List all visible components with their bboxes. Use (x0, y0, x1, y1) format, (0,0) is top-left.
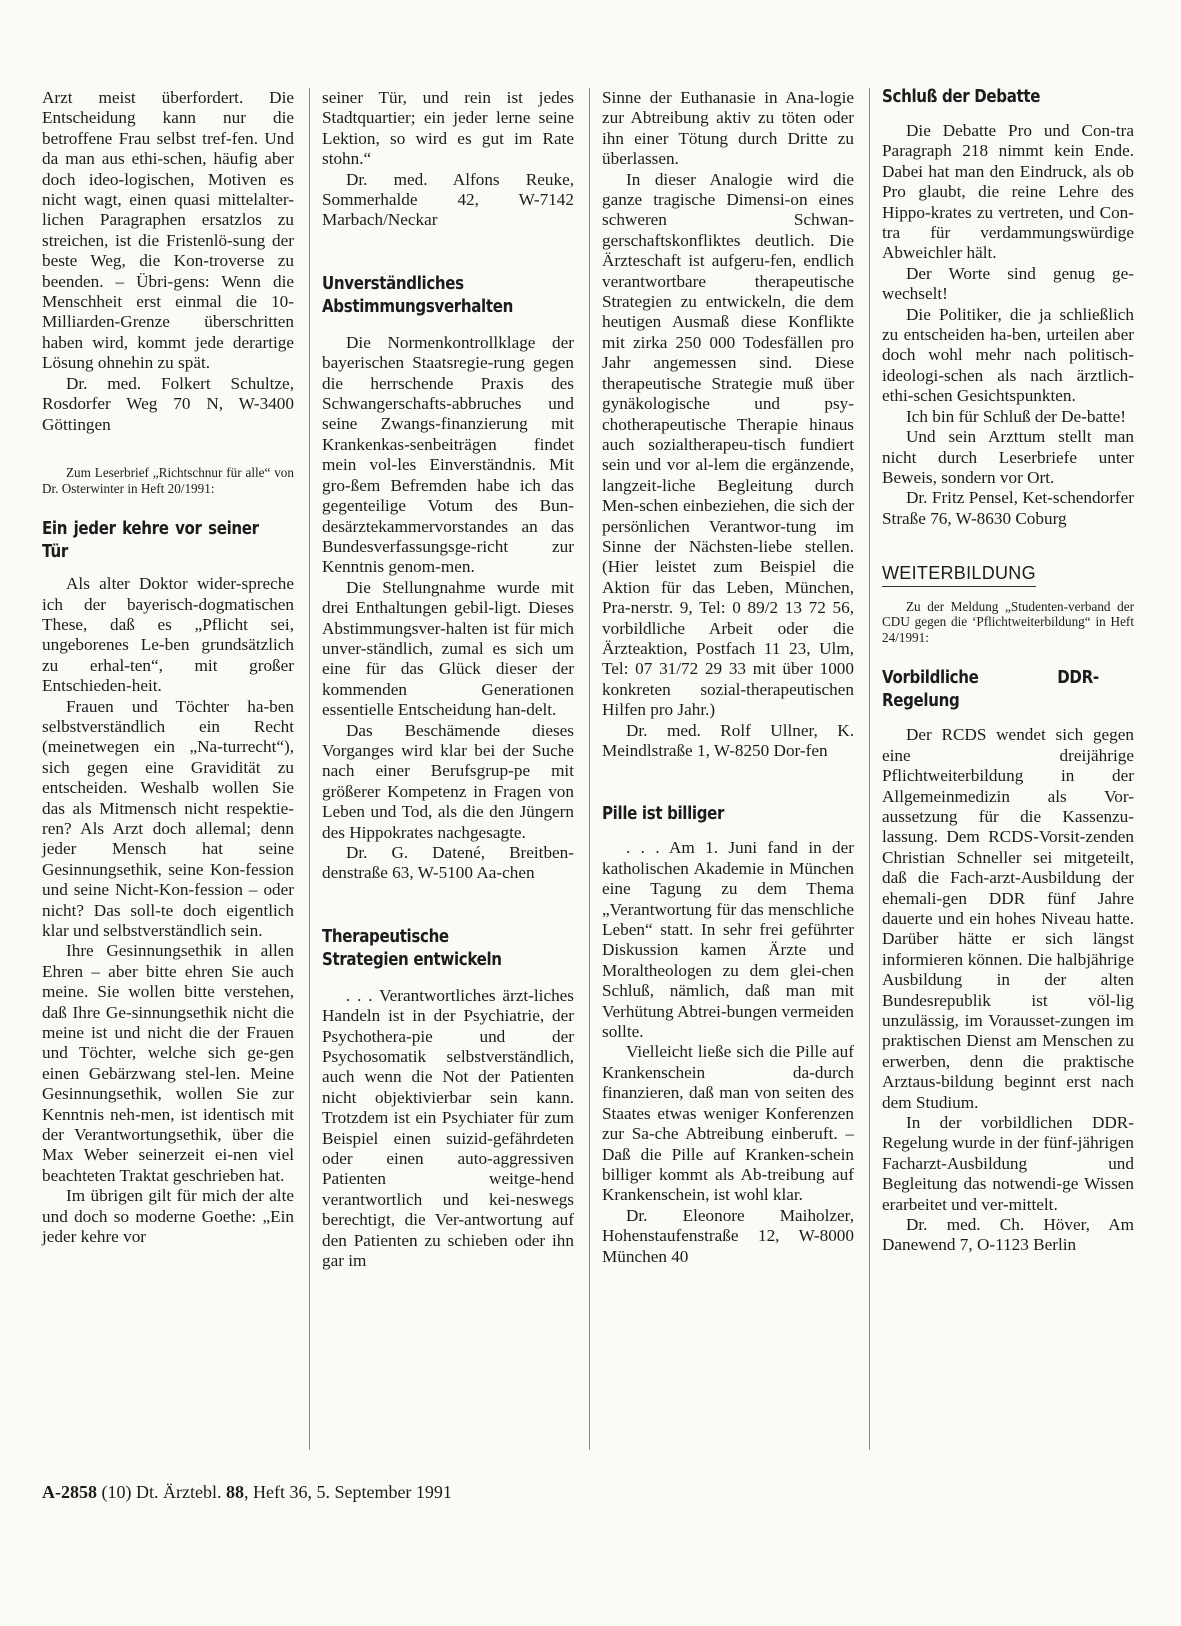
letter-heading: Therapeutische Strategien entwickeln (322, 926, 502, 970)
letter-signature: Dr. Eleonore Maiholzer, Hohenstaufenstraße 12, W-8000 München 40 (602, 1205, 854, 1266)
column-rule (869, 88, 870, 1450)
letter-signature: Dr. med. Folkert Schultze, Rosdorfer Weg 70 N, W-3400 Göttingen (42, 373, 294, 434)
column-4 (882, 88, 1134, 1256)
column-1 (42, 88, 294, 1248)
letter-paragraph: . . . Verantwortliches ärzt-liches Handeln ist in der Psychiatrie, der Psychothera-pie und der Psychosomatik selbstverständlich, auch wenn die Not der Patienten nicht objektivierbar sein kann. Trotzdem ist ein Psychiater für zum Beispiel einen suizid-gefährdeten oder einen auto-aggressiven Patienten weitge-hend verantwortlich und kei-neswegs berechtigt, die Ver-antwortung auf den Patienten zu schieben oder ihn gar im (322, 985, 574, 1271)
letter-reference-note: Zum Leserbrief „Richtschnur für alle“ von Dr. Osterwinter in Heft 20/1991: (42, 464, 294, 496)
column-3 (602, 88, 854, 1267)
letter-signature: Dr. Fritz Pensel, Ket-schendorfer Straße 76, W-8630 Coburg (882, 488, 1134, 528)
letter-paragraph: . . . Am 1. Juni fand in der katholischen Akademie in München eine Tagung zu dem Thema „Verantwortung für das menschliche Leben“ statt. In sehr frei geführter Diskussion kamen Ärzte und Moraltheologen zu dem glei-chen Schluß, nämlich, daß man mit Verhütung Abtrei-bungen vermeiden sollte. (602, 838, 855, 1042)
letter-heading: Schluß der Debatte (882, 87, 1041, 107)
letter-heading: Pille ist billiger (602, 804, 725, 825)
letter-paragraph: Die Stellungnahme wurde mit drei Enthaltungen gebil-ligt. Dieses Abstimmungsver-halten ist für mich unver-ständlich, zumal es sich um eine für das Glück dieser der kommenden Generationen essentielle Entscheidung han-delt. (322, 577, 574, 720)
letter-paragraph: In dieser Analogie wird die ganze tragische Dimensi-on eines schweren Schwan-gerschaftskonfliktes deutlich. Die Ärzteschaft ist aufgeru-fen, endlich verantwortbare therapeutische Strategien zu entwickeln, die dem heutigen Ausmaß diese Konflikte mit zirka 250 000 Todesfällen pro Jahr angemessen sind. Diese therapeutische Strategie muß über gynäkologische und psy-chotherapeutische Therapie hinaus auch sozialtherapeu-tisch fundiert sein und vor al-lem die ergänzende, langzeit-liche Begleitung durch Men-schen einbeziehen, die sich der persönlichen Verantwor-tung im Sinne der Nächsten-liebe stellen. (Hier leistet zum Beispiel die Aktion für das Leben, München, Pra-nerstr. 9, Tel: 0 89/2 13 72 56, vorbildliche Arbeit oder die Ärzteaktion, Postfach 11 23, Ulm, Tel: 07 31/72 29 33 mit über 1000 konkreten sozial-therapeutischen Hilfen pro Jahr.) (602, 169, 854, 720)
journal-volume: 88 (225, 1482, 244, 1502)
letter-paragraph: Das Beschämende dieses Vorganges wird klar bei der Suche nach einer Berufsgrup-pe mit größerer Kompetenz in Fragen von Leben und Tod, als die den Jüngern des Hippokrates nachgesagte. (322, 720, 574, 842)
letter-paragraph: Die Debatte Pro und Con-tra Paragraph 218 nimmt kein Ende. Dabei hat man den Eindruck, als ob Pro glaubt, die reine Lehre des Hippo-krates zu vertreten, und Con-tra für verdammungswürdige Abweichler hält. (882, 121, 1134, 263)
letter-paragraph: Als alter Doktor wider-spreche ich der bayerisch-dogmatischen These, daß es „Pflicht sei, ungeborenes Le-ben grundsätzlich zu erhal-ten“, mit großer Entschieden-heit. (42, 574, 294, 696)
letter-paragraph: seiner Tür, und rein ist jedes Stadtquartier; ein jeder lerne seine Lektion, so wird es gut im Rate stohn.“ (322, 88, 574, 169)
journal-name: (10) Dt. Ärztebl. (101, 1482, 222, 1502)
letter-signature: Dr. G. Datené, Breitben-denstraße 63, W-5100 Aa-chen (322, 843, 574, 883)
letter-paragraph: Der RCDS wendet sich gegen eine dreijährige Pflichtweiterbildung in der Allgemeinmedizin als Vor-aussetzung für die Kassenzu-lassung. Dem RCDS-Vorsit-zenden Christian Schneller sei mitgeteilt, daß die Fach-arzt-Ausbildung der ehemali-gen DDR fünf Jahre dauerte und ein hohes Niveau hatte. Darüber hätte er sich längst informieren können. Die halbjährige Ausbildung in der alten Bundesrepublik ist völ-lig unzulässig, im Vorausset-zungen im praktischen Dienst am Menschen zu erwerben, denn die praktische Arztaus-bildung beginnt erst nach dem Studium. (882, 725, 1134, 1112)
letter-paragraph: Ich bin für Schluß der De-batte! (906, 406, 1127, 426)
letter-reference-note: Zu der Meldung „Studenten-verband der CDU gegen die ‘Pflichtweiterbildung“ in Heft 24/1991: (882, 598, 1134, 645)
letter-signature: Dr. med. Ch. Höver, Am Danewend 7, O-1123 Berlin (882, 1215, 1134, 1255)
letter-paragraph: Arzt meist überfordert. Die Entscheidung kann nur die betroffene Frau selbst tref-fen. Und da man aus ethi-schen, häufig aber doch ideo-logischen, Motiven es nicht wagt, einen quasi mittelalter-lichen Paragraphen ersatzlos zu streichen, ist die Fristenlö-sung der beste Weg, die Kon-troverse zu beenden. – Übri-gens: Wenn die Menschheit erst einmal die 10-Milliarden-Grenze überschritten haben wird, kommt jede derartige Lösung ohnehin zu spät. (42, 88, 294, 373)
column-rule (309, 88, 310, 1450)
letter-paragraph: Sinne der Euthanasie in Ana-logie zur Abtreibung aktiv zu töten oder ihn einer Tötung durch Dritte zu überlassen. (602, 88, 854, 169)
letter-heading: Vorbildliche DDR-Regelung (882, 668, 1099, 712)
issue-date: , Heft 36, 5. September 1991 (243, 1482, 452, 1502)
section-heading: WEITERBILDUNG (882, 563, 1036, 586)
letter-paragraph: Ihre Gesinnungsethik in allen Ehren – aber bitte ehren Sie auch meine. Sie wollen bitte verstehen, daß Ihre Ge-sinnungsethik nicht die meine ist und nicht die der Frauen und Töchter, welche sich ge-gen einen Gebärzwang stel-len. Meine Gesinnungsethik, wollen Sie zur Kenntnis neh-men, ist identisch mit der Verantwortungsethik, über die Max Weber seinerzeit ei-nen viel beachteten Traktat geschrieben hat. (42, 941, 294, 1185)
page-number: A-2858 (42, 1482, 97, 1502)
column-rule (589, 88, 590, 1450)
letter-paragraph: Frauen und Töchter ha-ben selbstverständlich ein Recht (meinetwegen ein „Na-turrecht“), sich gegen eine Gravidität zu entscheiden. Weshalb wollen Sie das als Mitmensch nicht respektie-ren? Als Arzt doch allemal; denn jeder Mensch hat seine Gesinnungsethik, seine Kon-fession und seine Nicht-Kon-fession – oder nicht? Das soll-te doch eigentlich klar und selbstverständlich sein. (42, 696, 294, 940)
letter-paragraph: Vielleicht ließe sich die Pille auf Krankenschein da-durch finanzieren, daß man von seiten des Staates etwas weniger Konferenzen zur Sa-che Abtreibung einberuft. – Daß die Pille auf Kranken-schein billiger kommt als Ab-treibung auf Krankenschein, ist wohl klar. (602, 1042, 854, 1205)
letter-paragraph: Die Politiker, die ja schließlich zu entscheiden ha-ben, urteilen aber doch wohl mehr nach politisch-ideologi-schen als nach ärztlich-ethi-schen Gesichtspunkten. (882, 304, 1134, 406)
letter-paragraph: Im übrigen gilt für mich der alte und doch so moderne Goethe: „Ein jeder kehre vor (42, 1186, 294, 1247)
letter-paragraph: Die Normenkontrollklage der bayerischen Staatsregie-rung gegen die herrschende Praxis des Schwangerschafts-abbruches und seine Zwangs-finanzierung mit Krankenkas-senbeiträgen findet mein vol-les Einverständnis. Mit gro-ßem Befremden habe ich das gegenteilige Votum des Bun-desärztekammervorstandes an das Bundesverfassungsge-richt zur Kenntnis genom-men. (322, 332, 574, 577)
letter-heading: Unverständliches Abstimmungsverhalten (322, 273, 513, 317)
letter-signature: Dr. med. Rolf Ullner, K. Meindlstraße 1, W-8250 Dor-fen (602, 720, 854, 760)
letter-paragraph: In der vorbildlichen DDR-Regelung wurde in der fünf-jährigen Facharzt-Ausbildung und Begleitung das notwendi-ge Wissen erarbeitet und ver-mittelt. (882, 1113, 1134, 1214)
letter-heading: Ein jeder kehre vor seiner Tür (42, 519, 259, 563)
letter-paragraph: Der Worte sind genug ge-wechselt! (882, 263, 1134, 304)
column-2 (322, 88, 574, 1272)
letter-signature: Dr. med. Alfons Reuke, Sommerhalde 42, W-7142 Marbach/Neckar (322, 169, 574, 230)
letter-paragraph: Und sein Arzttum stellt man nicht durch Leserbriefe unter Beweis, sondern vor Ort. (882, 427, 1134, 487)
page-footer (42, 1482, 452, 1503)
